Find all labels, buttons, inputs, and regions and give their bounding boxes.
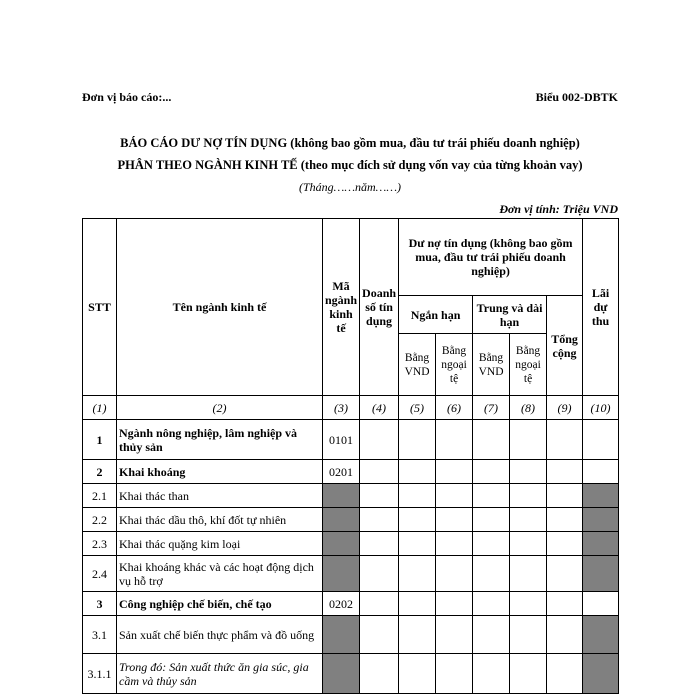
row-value-cell — [473, 460, 510, 484]
row-value-cell — [399, 508, 436, 532]
column-number: (5) — [399, 396, 436, 420]
row-industry-name: Khai thác than — [117, 484, 323, 508]
header-long-vnd: Bằng VND — [473, 334, 510, 396]
column-number: (8) — [510, 396, 547, 420]
row-value-cell — [399, 484, 436, 508]
table-row — [83, 460, 619, 484]
column-number: (7) — [473, 396, 510, 420]
row-interest-cell — [583, 420, 619, 460]
row-stt: 3 — [83, 592, 117, 616]
row-value-cell — [399, 654, 436, 694]
row-value-cell — [510, 556, 547, 592]
row-industry-code: 0202 — [323, 592, 360, 616]
row-value-cell — [510, 592, 547, 616]
row-stt: 3.1 — [83, 616, 117, 654]
column-number: (2) — [117, 396, 323, 420]
row-industry-name: Trong đó: Sản xuất thức ăn gia súc, gia cầm và thủy sản — [117, 654, 323, 694]
reporting-unit-label: Đơn vị báo cáo:... — [82, 90, 172, 104]
row-stt: 2 — [83, 460, 117, 484]
row-value-cell — [547, 420, 583, 460]
credit-report-table — [82, 218, 619, 694]
table-row — [83, 654, 619, 694]
column-number: (6) — [436, 396, 473, 420]
table-row — [83, 484, 619, 508]
header-short-vnd: Bằng VND — [399, 334, 436, 396]
table-row — [83, 532, 619, 556]
row-value-cell — [473, 420, 510, 460]
row-value-cell — [510, 460, 547, 484]
header-short-term: Ngắn hạn — [399, 296, 473, 334]
row-value-cell — [547, 616, 583, 654]
header-total: Tổng cộng — [547, 296, 583, 396]
row-value-cell — [399, 460, 436, 484]
row-value-cell — [510, 420, 547, 460]
row-value-cell — [473, 556, 510, 592]
row-industry-code: 0101 — [323, 420, 360, 460]
row-industry-code: 0201 — [323, 460, 360, 484]
table-row — [83, 556, 619, 592]
column-number: (9) — [547, 396, 583, 420]
row-value-cell — [436, 654, 473, 694]
row-industry-code — [323, 532, 360, 556]
header-industry-name: Tên ngành kinh tế — [117, 219, 323, 396]
row-value-cell — [473, 532, 510, 556]
header-long-term: Trung và dài hạn — [473, 296, 547, 334]
row-interest-cell — [583, 616, 619, 654]
header-outstanding-debt: Dư nợ tín dụng (không bao gồm mua, đầu tư trái phiếu doanh nghiệp) — [399, 219, 583, 296]
row-value-cell — [547, 654, 583, 694]
row-interest-cell — [583, 556, 619, 592]
row-interest-cell — [583, 592, 619, 616]
header-short-fx: Bằng ngoại tệ — [436, 334, 473, 396]
row-value-cell — [473, 484, 510, 508]
column-number: (1) — [83, 396, 117, 420]
row-stt: 2.1 — [83, 484, 117, 508]
report-period: (Tháng……năm……) — [298, 180, 401, 194]
row-interest-cell — [583, 654, 619, 694]
row-stt: 2.2 — [83, 508, 117, 532]
row-value-cell — [360, 556, 399, 592]
table-row — [83, 508, 619, 532]
row-value-cell — [473, 592, 510, 616]
row-industry-code — [323, 654, 360, 694]
table-row — [83, 616, 619, 654]
row-value-cell — [473, 654, 510, 694]
column-number: (4) — [360, 396, 399, 420]
row-industry-name: Khai khoáng khác và các hoạt động dịch vụ hỗ trợ — [117, 556, 323, 592]
row-value-cell — [399, 616, 436, 654]
row-value-cell — [436, 532, 473, 556]
row-value-cell — [510, 484, 547, 508]
row-value-cell — [436, 508, 473, 532]
row-industry-name: Khai thác quặng kim loại — [117, 532, 323, 556]
row-value-cell — [399, 556, 436, 592]
row-value-cell — [360, 484, 399, 508]
row-industry-name: Sản xuất chế biến thực phẩm và đồ uống — [117, 616, 323, 654]
header-credit-sales: Doanh số tín dụng — [360, 219, 399, 396]
row-value-cell — [436, 460, 473, 484]
row-value-cell — [510, 508, 547, 532]
row-value-cell — [436, 420, 473, 460]
row-stt: 3.1.1 — [83, 654, 117, 694]
row-value-cell — [547, 484, 583, 508]
row-interest-cell — [583, 532, 619, 556]
row-stt: 1 — [83, 420, 117, 460]
row-value-cell — [399, 532, 436, 556]
row-value-cell — [547, 592, 583, 616]
row-value-cell — [436, 592, 473, 616]
row-industry-code — [323, 508, 360, 532]
row-industry-name: Ngành nông nghiệp, lâm nghiệp và thủy sản — [117, 420, 323, 460]
row-value-cell — [436, 484, 473, 508]
row-value-cell — [360, 460, 399, 484]
report-title-line-1: BÁO CÁO DƯ NỢ TÍN DỤNG (không bao gồm mua, đầu tư trái phiếu doanh nghiệp) — [120, 136, 580, 150]
row-interest-cell — [583, 484, 619, 508]
row-value-cell — [547, 460, 583, 484]
row-industry-code — [323, 556, 360, 592]
row-industry-code — [323, 484, 360, 508]
row-value-cell — [436, 556, 473, 592]
form-code: Biểu 002-DBTK — [535, 90, 618, 104]
header-stt: STT — [83, 219, 117, 396]
header-industry-code: Mã ngành kinh tế — [323, 219, 360, 396]
row-interest-cell — [583, 460, 619, 484]
row-value-cell — [360, 532, 399, 556]
column-number: (3) — [323, 396, 360, 420]
row-industry-name: Khai khoáng — [117, 460, 323, 484]
row-value-cell — [547, 508, 583, 532]
row-value-cell — [510, 532, 547, 556]
currency-unit: Đơn vị tính: Triệu VND — [499, 202, 618, 216]
column-number: (10) — [583, 396, 619, 420]
row-value-cell — [473, 508, 510, 532]
row-value-cell — [547, 556, 583, 592]
row-value-cell — [360, 616, 399, 654]
row-value-cell — [547, 532, 583, 556]
row-value-cell — [360, 508, 399, 532]
header-long-fx: Bằng ngoại tệ — [510, 334, 547, 396]
row-value-cell — [436, 616, 473, 654]
row-industry-name: Công nghiệp chế biến, chế tạo — [117, 592, 323, 616]
table-row — [83, 420, 619, 460]
row-industry-name: Khai thác dầu thô, khí đốt tự nhiên — [117, 508, 323, 532]
row-value-cell — [360, 420, 399, 460]
row-value-cell — [473, 616, 510, 654]
row-value-cell — [399, 420, 436, 460]
row-industry-code — [323, 616, 360, 654]
row-interest-cell — [583, 508, 619, 532]
row-value-cell — [510, 654, 547, 694]
column-number-row — [83, 396, 619, 420]
table-row — [83, 592, 619, 616]
row-stt: 2.4 — [83, 556, 117, 592]
report-title-line-2: PHÂN THEO NGÀNH KINH TẾ (theo mục đích sử dụng vốn vay của từng khoản vay) — [117, 158, 583, 172]
row-value-cell — [510, 616, 547, 654]
row-value-cell — [360, 654, 399, 694]
row-value-cell — [399, 592, 436, 616]
row-value-cell — [360, 592, 399, 616]
header-accrued-interest: Lãi dự thu — [583, 219, 619, 396]
row-stt: 2.3 — [83, 532, 117, 556]
